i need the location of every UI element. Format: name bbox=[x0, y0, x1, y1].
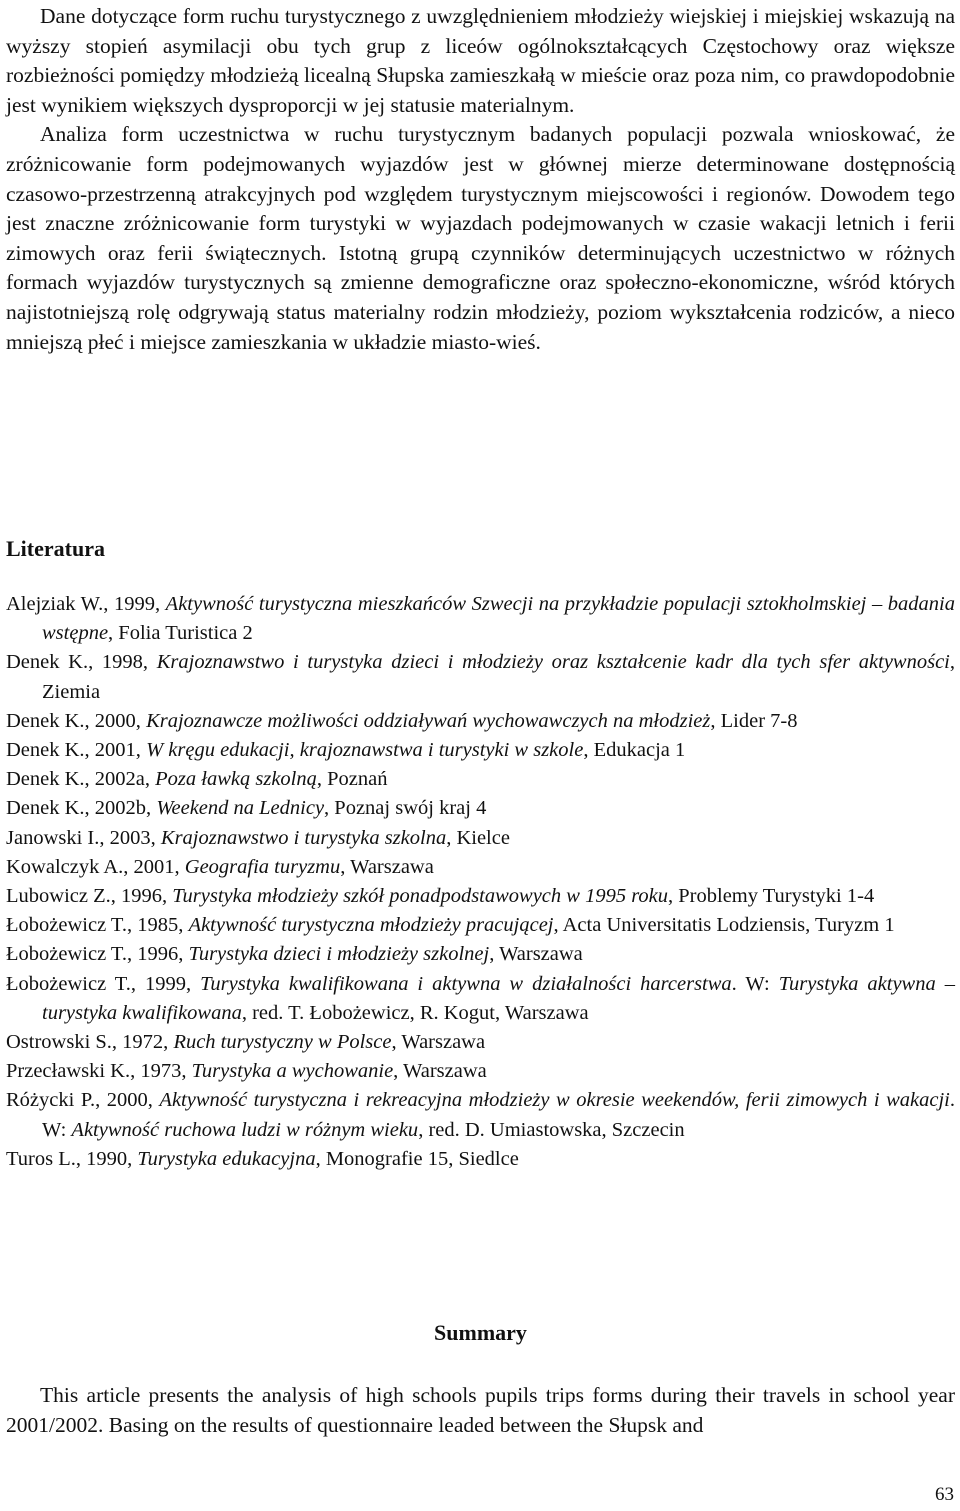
reference-item bbox=[6, 736, 955, 765]
reference-title: Krajoznawcze możliwości oddziaływań wychowawczych na młodzież bbox=[146, 709, 711, 732]
paragraph-2: Analiza form uczestnictwa w ruchu turystycznym badanych populacji pozwala wnioskować, że zróżnicowanie form podejmowanych wyjazdów jest w głównej mierze determinowane dostępnością czasowo-przestrzenną atrakcyjnych pod względem turystycznym miejscowości i regionów. Dowodem tego jest znaczne zróżnicowanie form turystyki w wyjazdach podejmowanych w czasie wakacji letnich i ferii zimowych oraz ferii świątecznych. Istotną grupą czynników determinujących uczestnictwo w różnych formach wyjazdów turystycznych są zmienne demograficzne oraz społeczno-ekonomiczne, wśród których najistotniejszą rolę odgrywają status materialny rodzin młodzieży, poziom wykształcenia rodziców, a nieco mniejszą płeć i miejsce zamieszkania w układzie miasto-wieś. bbox=[6, 122, 955, 354]
reference-title: Krajoznawstwo i turystyka dzieci i młodzieży oraz kształcenie kadr dla tych sfer aktywności bbox=[156, 651, 950, 674]
reference-item bbox=[6, 853, 955, 882]
reference-item bbox=[6, 1057, 955, 1086]
reference-title: W kręgu edukacji, krajoznawstwa i turystyki w szkole bbox=[146, 739, 584, 762]
reference-text: , Warszawa bbox=[393, 1060, 487, 1083]
reference-text: , Kielce bbox=[446, 826, 510, 849]
reference-title: Turystyka edukacyjna bbox=[137, 1147, 316, 1170]
summary-text: This article presents the analysis of high schools pupils trips forms during their travels in school year 2001/2002. Basing on the results of questionnaire leaded between the Słupsk and bbox=[6, 1383, 955, 1437]
reference-item bbox=[6, 911, 955, 940]
page-number: 63 bbox=[935, 1484, 954, 1505]
reference-title: Ruch turystyczny w Polsce bbox=[173, 1031, 392, 1054]
reference-item bbox=[6, 882, 955, 911]
reference-item bbox=[6, 940, 955, 969]
summary-heading: Summary bbox=[434, 1320, 527, 1345]
reference-text: , Edukacja 1 bbox=[583, 739, 686, 762]
reference-text: Lubowicz Z., 1996, bbox=[6, 885, 173, 908]
reference-text: Janowski I., 2003, bbox=[6, 826, 161, 849]
reference-text: , Warszawa bbox=[340, 855, 434, 878]
reference-text: Denek K., 2001, bbox=[6, 739, 147, 762]
reference-text: , red. T. Łobożewicz, R. Kogut, Warszawa bbox=[241, 1001, 589, 1024]
reference-text: . W: bbox=[42, 1089, 955, 1141]
reference-item bbox=[6, 1145, 955, 1174]
summary-section bbox=[6, 1381, 955, 1440]
reference-item bbox=[6, 794, 955, 823]
reference-text: , Ziemia bbox=[42, 651, 955, 703]
reference-text: . W: bbox=[731, 972, 779, 995]
reference-text: Różycki P., 2000, bbox=[6, 1089, 160, 1112]
reference-text: Kowalczyk A., 2001, bbox=[6, 855, 185, 878]
paragraph-1: Dane dotyczące form ruchu turystycznego z uwzględnieniem młodzieży wiejskiej i miejskiej wskazują na wyższy stopień asymilacji obu tych grup z liceów ogólnokształcących Częstochowy oraz większe rozbieżności pomiędzy młodzieżą licealną Słupska zamieszkałą w mieście oraz poza nim, co prawdopodobnie jest wynikiem większych dysproporcji w jej statusie materialnym. bbox=[6, 4, 955, 117]
reference-title: Weekend na Lednicy bbox=[156, 797, 325, 820]
reference-item bbox=[6, 1028, 955, 1057]
literatura-heading: Literatura bbox=[6, 536, 105, 561]
reference-text: , Acta Universitatis Lodziensis, Turyzm 1 bbox=[553, 914, 895, 937]
reference-title: Turystyka młodzieży szkół ponadpodstawowych w 1995 roku bbox=[172, 885, 669, 908]
reference-text: , Warszawa bbox=[391, 1031, 486, 1054]
reference-title: Geografia turyzmu bbox=[184, 855, 341, 878]
body-text bbox=[6, 2, 955, 357]
reference-text: Denek K., 2000, bbox=[6, 709, 147, 732]
reference-text: , red. D. Umiastowska, Szczecin bbox=[418, 1118, 685, 1141]
reference-text: Denek K., 2002b, bbox=[6, 797, 157, 820]
reference-text: Turos L., 1990, bbox=[6, 1147, 138, 1170]
reference-item bbox=[6, 1086, 955, 1144]
reference-item bbox=[6, 648, 955, 706]
reference-item bbox=[6, 590, 955, 648]
reference-text: Przecławski K., 1973, bbox=[6, 1060, 192, 1083]
reference-text: Alejziak W., 1999, bbox=[6, 593, 166, 615]
reference-title: Aktywność turystyczna mieszkańców Szwecji na przykładzie populacji sztokholmskiej – badania wstępne bbox=[42, 593, 955, 645]
reference-text: , Poznaj swój kraj 4 bbox=[324, 797, 487, 820]
reference-title: Turystyka kwalifikowana i aktywna w działalności harcerstwa bbox=[200, 972, 732, 995]
reference-text: Łobożewicz T., 1996, bbox=[6, 943, 189, 966]
reference-title: Turystyka aktywna – turystyka kwalifikowana bbox=[42, 972, 955, 1024]
reference-title: Aktywność turystyczna i rekreacyjna młodzieży w okresie weekendów, ferii zimowych i wakacji bbox=[159, 1089, 950, 1112]
reference-text: , Folia Turistica 2 bbox=[108, 622, 253, 645]
reference-title: Aktywność turystyczna młodzieży pracującej bbox=[188, 914, 554, 937]
reference-text: Denek K., 1998, bbox=[6, 651, 157, 674]
reference-text: , Monografie 15, Siedlce bbox=[315, 1147, 519, 1170]
reference-text: , Poznań bbox=[316, 768, 388, 791]
reference-item bbox=[6, 970, 955, 1028]
reference-text: , Lider 7-8 bbox=[710, 709, 798, 732]
reference-text: Ostrowski S., 1972, bbox=[6, 1031, 174, 1054]
reference-item bbox=[6, 824, 955, 853]
reference-text: Denek K., 2002a, bbox=[6, 768, 156, 791]
reference-item bbox=[6, 765, 955, 794]
reference-text: , Warszawa bbox=[489, 943, 583, 966]
reference-text: Łobożewicz T., 1985, bbox=[6, 914, 189, 937]
references-list bbox=[6, 590, 955, 1174]
reference-title: Aktywność ruchowa ludzi w różnym wieku bbox=[71, 1118, 419, 1141]
reference-title: Krajoznawstwo i turystyka szkolna bbox=[160, 826, 447, 849]
reference-title: Turystyka dzieci i młodzieży szkolnej bbox=[188, 943, 490, 966]
reference-item bbox=[6, 707, 955, 736]
reference-title: Poza ławką szkolną bbox=[155, 768, 317, 791]
reference-text: , Problemy Turystyki 1-4 bbox=[668, 885, 875, 908]
reference-text: Łobożewicz T., 1999, bbox=[6, 972, 201, 995]
reference-title: Turystyka a wychowanie bbox=[191, 1060, 394, 1083]
